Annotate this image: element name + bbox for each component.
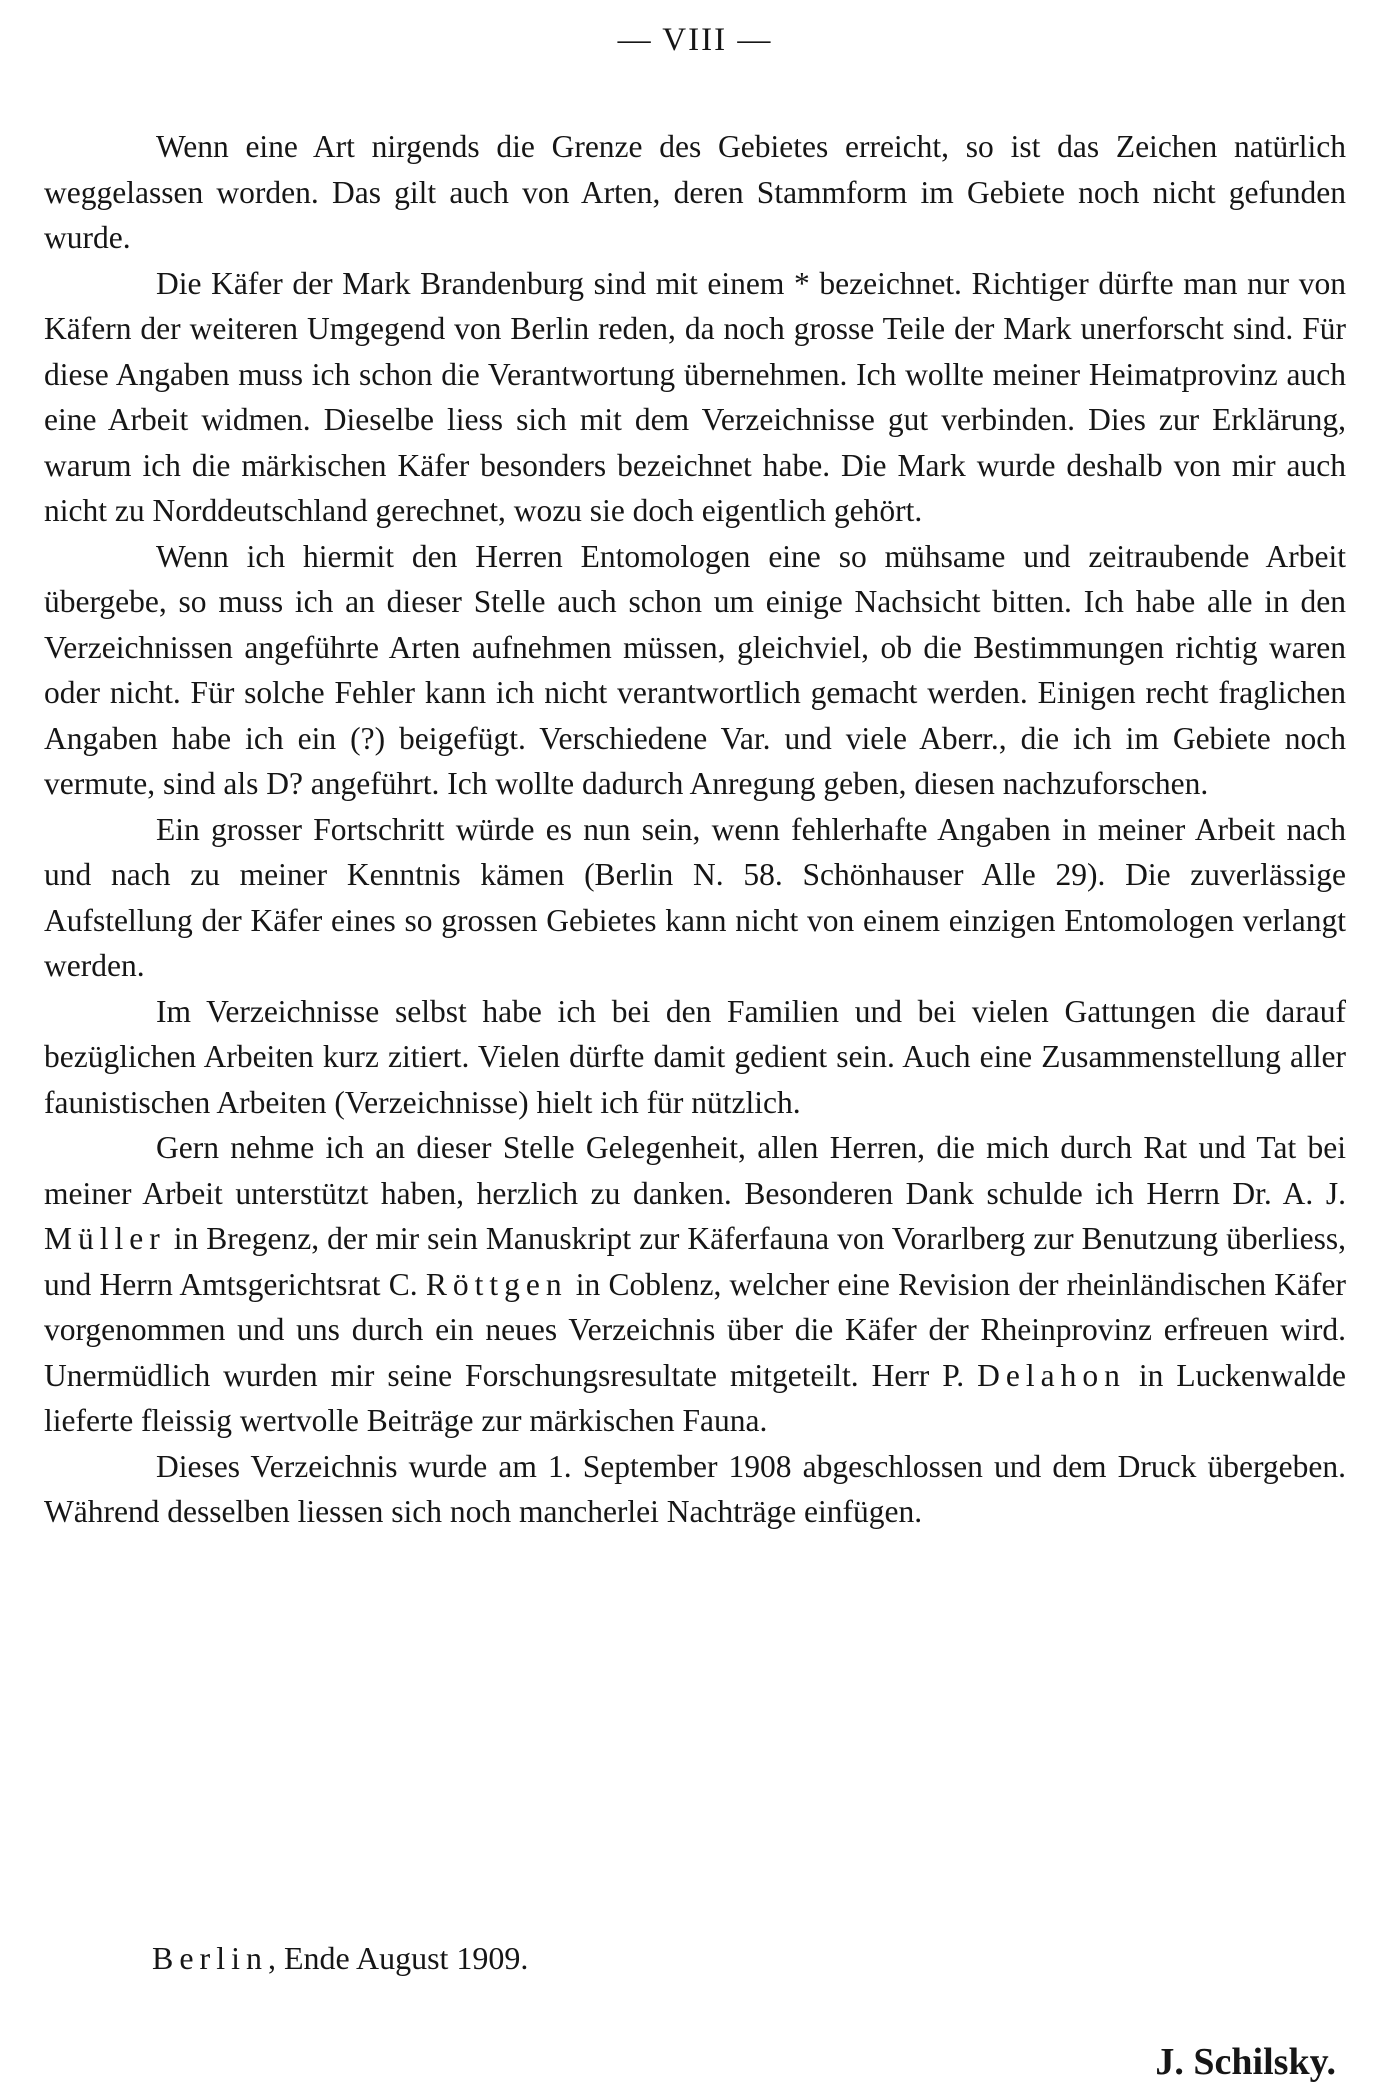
- place: Berlin: [152, 1940, 268, 1976]
- person-name-delahon: Delahon: [977, 1357, 1126, 1393]
- body-text: [44, 124, 1346, 1535]
- paragraph-4: Ein grosser Fortschritt würde es nun sein, wenn fehlerhafte Angaben in meiner Arbeit nach und nach zu meiner Kenntnis kämen (Berlin N. 58. Schönhauser Alle 29). Die zuverlässige Aufstellung der Käfer eines so grossen Gebietes kann nicht von einem einzigen Entomologen verlangt werden.: [44, 811, 1346, 983]
- date: , Ende August 1909.: [267, 1940, 529, 1976]
- paragraph-6-part-1: Gern nehme ich an dieser Stelle Gelegenheit, allen Herren, die mich durch Rat und Tat bei meiner Arbeit unterstützt haben, herzlich zu danken. Besonderen Dank schulde ich Herrn Dr. A. J.: [44, 1130, 1346, 1211]
- page-number: — VIII —: [617, 22, 773, 58]
- paragraph-1: Wenn eine Art nirgends die Grenze des Gebietes erreicht, so ist das Zeichen natürlich weggelassen worden. Das gilt auch von Arten, deren Stammform im Gebiete noch nicht gefunden wurde.: [44, 129, 1346, 255]
- place-and-date: [152, 1940, 528, 1977]
- paragraph-6-part-4: in Luckenwalde lieferte fleissig wertvolle Beiträge zur märkischen Fauna.: [44, 1357, 1347, 1438]
- paragraph-6: [44, 1125, 1346, 1444]
- paragraph-5: Im Verzeichnisse selbst habe ich bei den Familien und bei vielen Gattungen die darauf bezüglichen Arbeiten kurz zitiert. Vielen dürfte damit gedient sein. Auch eine Zusammenstellung aller faunistischen Arbeiten (Verzeichnisse) hielt ich für nützlich.: [44, 993, 1346, 1120]
- paragraph-7: Dieses Verzeichnis wurde am 1. September 1908 abgeschlossen und dem Druck übergeben. Während desselben liessen sich noch mancherlei Nachträge einfügen.: [44, 1448, 1346, 1529]
- person-name-mueller: Müller: [44, 1221, 166, 1256]
- paragraph-2: Die Käfer der Mark Brandenburg sind mit einem * bezeichnet. Richtiger dürfte man nur von Käfern der weiteren Umgegend von Berlin reden, da noch grosse Teile der Mark unerforscht sind. Für diese Angaben muss ich schon die Verantwortung übernehmen. Ich wollte meiner Heimatprovinz auch eine Arbeit widmen. Dieselbe liess sich mit dem Verzeichnisse gut verbinden. Dies zur Erklärung, warum ich die märkischen Käfer besonders bezeichnet habe. Die Mark wurde deshalb von mir auch nicht zu Norddeutschland gerechnet, wozu sie doch eigentlich gehört.: [44, 265, 1346, 528]
- document-page: [44, 0, 1346, 2094]
- signature: J. Schilsky.: [1155, 2041, 1336, 2083]
- paragraph-6-part-3: in Coblenz, welcher eine Revision der rheinländischen Käfer vorgenommen und uns durch ein neues Verzeichnis über die Käfer der Rheinprovinz erfreuen wird. Unermüdlich wurden mir seine Forschungsresultate mitgeteilt. Herr P.: [44, 1266, 1346, 1393]
- paragraph-3: Wenn ich hiermit den Herren Entomologen eine so mühsame und zeitraubende Arbeit übergebe, so muss ich an dieser Stelle auch schon um einige Nachsicht bitten. Ich habe alle in den Verzeichnissen angeführte Arten aufnehmen müssen, gleichviel, ob die Bestimmungen richtig waren oder nicht. Für solche Fehler kann ich nicht verantwortlich gemacht werden. Einigen recht fraglichen Angaben habe ich ein (?) beigefügt. Verschiedene Var. und viele Aberr., die ich im Gebiete noch vermute, sind als D? angeführt. Ich wollte dadurch Anregung geben, diesen nachzuforschen.: [44, 538, 1346, 801]
- person-name-roettgen: Röttgen: [425, 1266, 568, 1302]
- paragraph-6-part-2: in Bregenz, der mir sein Manuskript zur Käferfauna von Vorarlberg zur Benutzung überliess, und Herrn Amtsgerichtsrat C.: [44, 1221, 1346, 1302]
